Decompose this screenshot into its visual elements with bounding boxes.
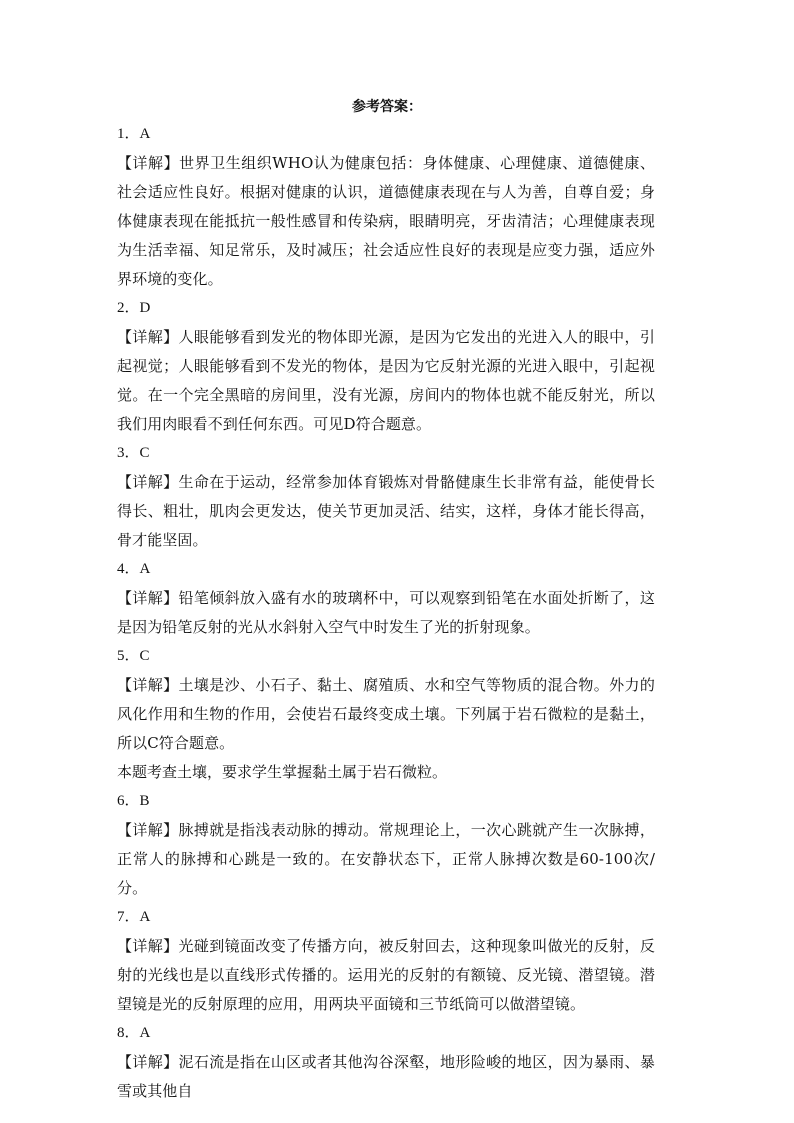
answer-explanation: 【详解】脉搏就是指浅表动脉的搏动。常规理论上，一次心跳就产生一次脉搏，正常人的脉搏和心跳是一致的。在安静状态下，正常人脉搏次数是60-100次/分。 bbox=[117, 821, 655, 897]
answer-explanation: 【详解】光碰到镜面改变了传播方向，被反射回去，这种现象叫做光的反射，反射的光线也是以直线形式传播的。运用光的反射的有额镜、反光镜、潜望镜。潜望镜是光的反射原理的应用，用两块平面镜和三节纸筒可以做潜望镜。 bbox=[117, 937, 655, 1013]
answer-explanation: 【详解】铅笔倾斜放入盛有水的玻璃杯中，可以观察到铅笔在水面处折断了，这是因为铅笔反射的光从水斜射入空气中时发生了光的折射现象。 bbox=[117, 589, 655, 636]
answer-explanation: 【详解】人眼能够看到发光的物体即光源，是因为它发出的光进入人的眼中，引起视觉；人眼能够看到不发光的物体，是因为它反射光源的光进入眼中，引起视觉。在一个完全黑暗的房间里，没有光源，房间内的物体也就不能反射光，所以我们用肉眼看不到任何东西。可见D符合题意。 bbox=[117, 328, 655, 433]
answer-number: 7．A bbox=[117, 909, 151, 925]
answer-number: 5．C bbox=[117, 648, 150, 664]
answer-explanation: 【详解】生命在于运动，经常参加体育锻炼对骨骼健康生长非常有益，能使骨长得长、粗壮，肌肉会更发达，使关节更加灵活、结实，这样，身体才能长得高，骨才能坚固。 bbox=[117, 473, 655, 549]
answer-item-8 bbox=[117, 1019, 655, 1106]
answer-explanation: 【详解】世界卫生组织WHO认为健康包括：身体健康、心理健康、道德健康、社会适应性良好。根据对健康的认识，道德健康表现在与人为善，自尊自爱；身体健康表现在能抵抗一般性感冒和传染病，眼睛明亮，牙齿清洁；心理健康表现为生活幸福、知足常乐，及时减压；社会适应性良好的表现是应变力强，适应外界环境的变化。 bbox=[117, 154, 655, 288]
answer-item-2 bbox=[117, 294, 655, 439]
answer-number: 6．B bbox=[117, 793, 150, 809]
answer-number: 8．A bbox=[117, 1025, 151, 1041]
answer-number: 2．D bbox=[117, 300, 151, 316]
answer-item-3 bbox=[117, 439, 655, 555]
page-title: 参考答案： bbox=[352, 99, 422, 115]
answer-item-7 bbox=[117, 903, 655, 1019]
answer-sheet bbox=[117, 95, 655, 1106]
answer-number: 4．A bbox=[117, 561, 151, 577]
answer-number: 1．A bbox=[117, 126, 151, 142]
answer-number: 3．C bbox=[117, 445, 150, 461]
answer-item-5 bbox=[117, 642, 655, 787]
answer-explanation: 【详解】泥石流是指在山区或者其他沟谷深壑，地形险峻的地区，因为暴雨、暴雪或其他自 bbox=[117, 1053, 655, 1100]
answer-item-1 bbox=[117, 120, 655, 294]
answer-item-6 bbox=[117, 787, 655, 903]
answer-explanation: 【详解】土壤是沙、小石子、黏土、腐殖质、水和空气等物质的混合物。外力的风化作用和生物的作用，会使岩石最终变成土壤。下列属于岩石微粒的是黏土，所以C符合题意。 bbox=[117, 676, 655, 752]
answer-item-4 bbox=[117, 555, 655, 642]
answer-note: 本题考查土壤，要求学生掌握黏土属于岩石微粒。 bbox=[117, 763, 448, 781]
